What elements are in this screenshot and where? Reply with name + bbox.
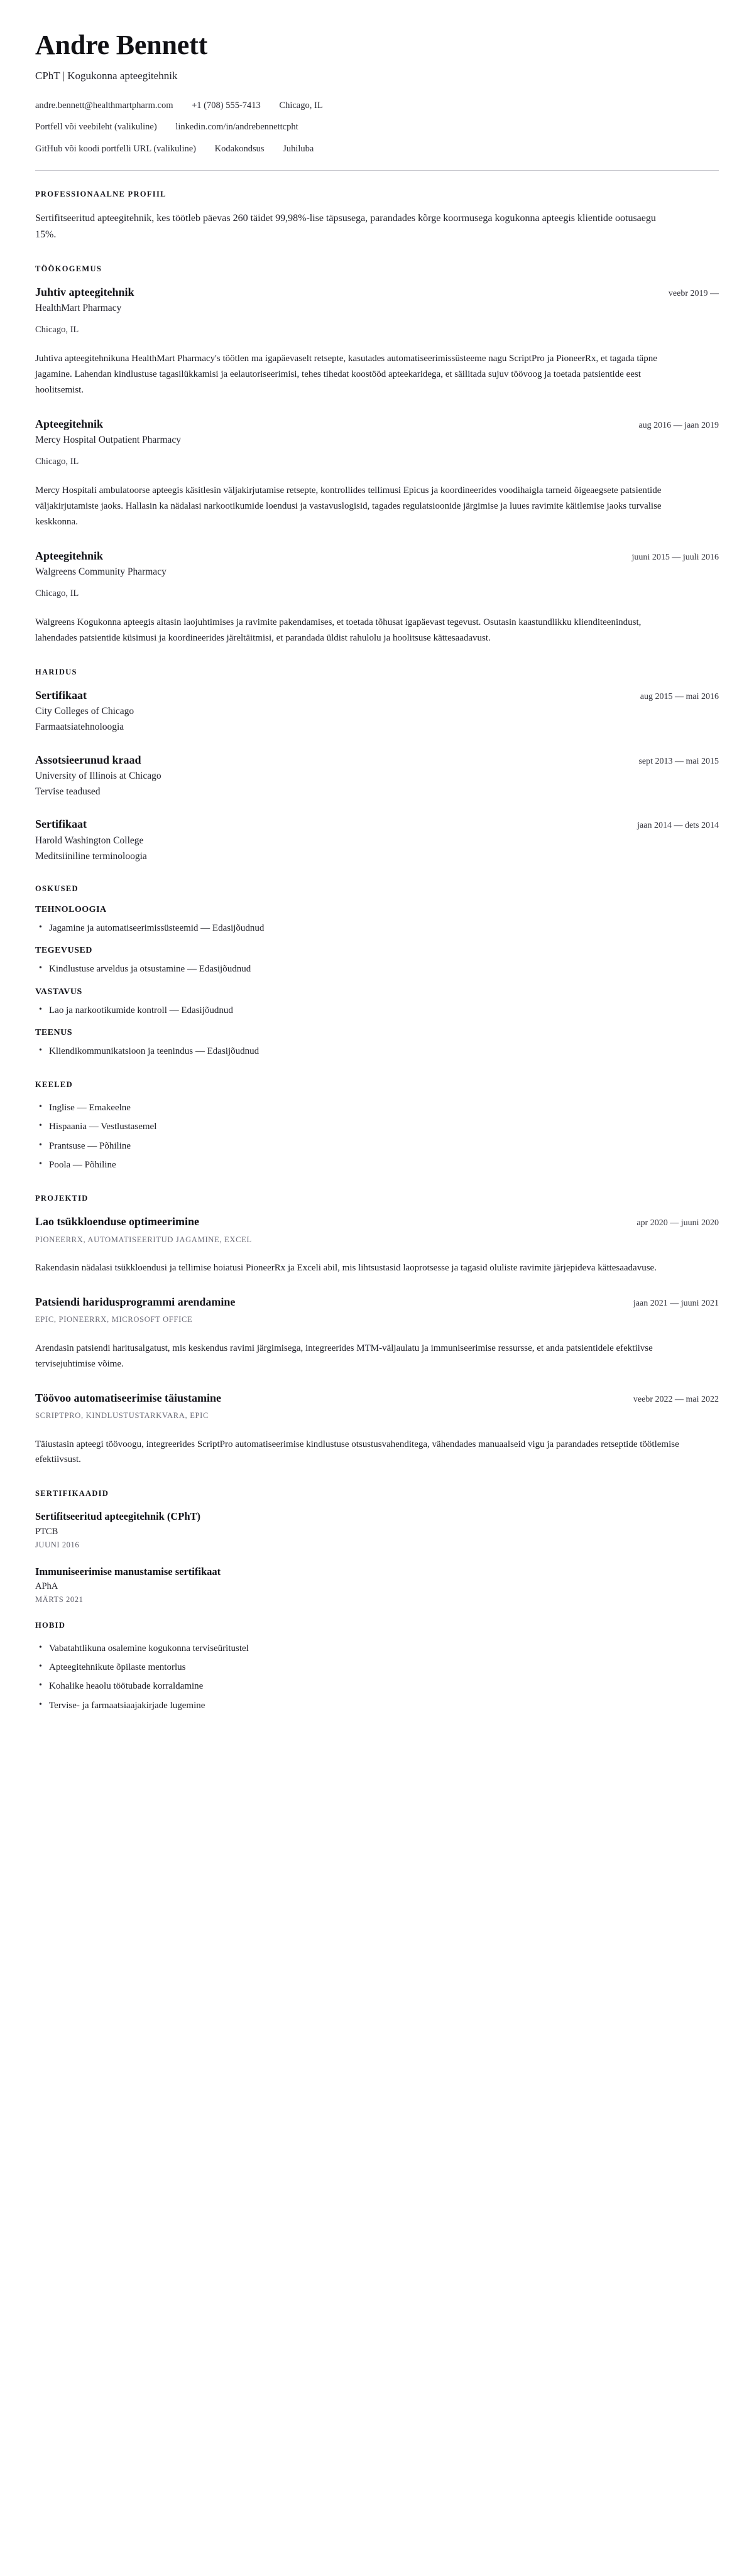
experience-location: Chicago, IL [35, 456, 79, 467]
experience-date: aug 2016 — jaan 2019 [638, 420, 719, 430]
skill-category: TEENUS [35, 1027, 73, 1037]
experience-date: veebr 2019 — [668, 288, 719, 298]
project-description: Arendasin patsiendi haritusalgatust, mis keskendus ravimi järgimisega, integreerides MTM-väljaulatu ja immuniseerimise ressursse, et anda patsientidele efektiivse tervisejuhtimise võime. [35, 1343, 653, 1369]
skill-category: VASTAVUS [35, 987, 82, 997]
profile-summary-text: Sertifitseeritud apteegitehnik, kes töötleb päevas 260 täidet 99,98%-lise täpsusega, parandades kõrge koormusega kogukonna apteegis klientide ootusaegu 15%. [35, 212, 656, 240]
project-description: Täiustasin apteegi töövoogu, integreerides ScriptPro automatiseerimise kindlustuse otsustusvahenditega, vähendades manuaalseid vigu ja parandades retseptide töötlemise efektiivsust. [35, 1439, 679, 1465]
section-title-languages: KEELED [35, 1080, 73, 1090]
education-school: Harold Washington College [35, 835, 144, 846]
contact-linkedin[interactable]: linkedin.com/in/andrebennettcpht [175, 122, 298, 133]
skill-item: • Kliendikommunikatsioon ja teenindus — Edasijõudnud [49, 1044, 719, 1059]
section-hobbies [35, 1621, 719, 1713]
section-experience [35, 264, 719, 646]
section-profile [35, 190, 719, 243]
contact-line-extra [35, 143, 719, 156]
certification-entry [35, 1565, 719, 1605]
hobby-item: • Kohalike heaolu töötubade korraldamine [49, 1679, 719, 1694]
project-tags: PIONEERRX, AUTOMATISEERITUD JAGAMINE, EXCEL [35, 1235, 252, 1244]
skill-item: • Kindlustuse arveldus ja otsustamine — Edasijõudnud [49, 962, 719, 977]
certification-date: JUUNI 2016 [35, 1540, 80, 1549]
project-description: Rakendasin nädalasi tsükkloendusi ja tellimise hoiatusi PioneerRx ja Exceli abil, mis lihtsustasid laoprotsesse ja tagasid oluliste ravimite järjepideva kättesaadavuse. [35, 1263, 657, 1274]
candidate-headline: CPhT | Kogukonna apteegitehnik [35, 69, 178, 82]
hobby-list [35, 1642, 719, 1713]
hobby-item: • Apteegitehnikute õpilaste mentorlus [49, 1660, 719, 1675]
education-date: aug 2015 — mai 2016 [640, 691, 719, 701]
education-field: Meditsiiniline terminoloogia [35, 850, 147, 862]
project-entry-head [35, 1295, 719, 1309]
contact-citizenship: Kodakondsus [214, 144, 265, 154]
experience-location: Chicago, IL [35, 324, 79, 335]
education-entry-head [35, 688, 719, 703]
skill-item: • Lao ja narkootikumide kontroll — Edasijõudnud [49, 1004, 719, 1018]
contact-email[interactable]: andre.bennett@healthmartpharm.com [35, 100, 173, 111]
project-date: jaan 2021 — juuni 2021 [633, 1299, 719, 1308]
experience-company: HealthMart Pharmacy [35, 303, 122, 314]
education-degree: Sertifikaat [35, 818, 87, 831]
project-tags: EPIC, PIONEERRX, MICROSOFT OFFICE [35, 1315, 193, 1324]
education-entry-head [35, 753, 719, 767]
project-entry-head [35, 1215, 719, 1229]
experience-role: Apteegitehnik [35, 417, 103, 430]
language-list [35, 1101, 719, 1172]
language-item: • Inglise — Emakeelne [49, 1101, 719, 1115]
skill-category: TEHNOLOOGIA [35, 905, 107, 915]
experience-entry-head [35, 417, 719, 431]
project-entry [35, 1215, 719, 1276]
certification-date: MÄRTS 2021 [35, 1594, 84, 1604]
experience-entry [35, 549, 719, 646]
certification-name: Immuniseerimise manustamise sertifikaat [35, 1565, 221, 1578]
education-school: University of Illinois at Chicago [35, 771, 161, 782]
experience-description: Mercy Hospitali ambulatoorse apteegis käsitlesin väljakirjutamise retsepte, kontrollides tellimusi Epicus ja koordineerides voodihaigla tarneid õigeaegsete patsientide väljakirjutamiste jaoks. Hallasin ka nädalasi narkootikumide loendusi ja vastavuslogisid, tagades regulatsioonide järgimise ja luues ravimite käitlemise jaoks turvalise keskkonna. [35, 485, 662, 527]
contact-driving-license: Juhiluba [283, 144, 314, 154]
project-date: veebr 2022 — mai 2022 [633, 1394, 719, 1404]
education-entry-head [35, 817, 719, 831]
education-field: Tervise teadused [35, 786, 101, 797]
experience-location: Chicago, IL [35, 588, 79, 598]
language-item: • Prantsuse — Põhiline [49, 1139, 719, 1154]
section-skills [35, 884, 719, 1059]
contact-portfolio-placeholder[interactable]: Portfell või veebileht (valikuline) [35, 122, 157, 133]
hobby-item: • Vabatahtlikuna osalemine kogukonna terviseüritustel [49, 1642, 719, 1656]
experience-entry [35, 417, 719, 530]
section-title-certifications: SERTIFIKAADID [35, 1489, 109, 1498]
skill-group [35, 1028, 719, 1059]
experience-description: Walgreens Kogukonna apteegis aitasin laojuhtimises ja ravimite pakendamises, et toetada tõhusat igapäevast tegevust. Osutasin kaastundlikku klienditeenindust, lahendades patsientide küsimusi ja koordineerides järeltäitmisi, et parandada üldist rahulolu ja hoolitsuse kättesaadavust. [35, 617, 642, 644]
education-date: jaan 2014 — dets 2014 [637, 821, 719, 831]
experience-entry-head [35, 549, 719, 563]
section-title-projects: PROJEKTID [35, 1194, 89, 1203]
skill-list [35, 1004, 719, 1018]
project-entry [35, 1391, 719, 1468]
contact-location: Chicago, IL [279, 100, 323, 111]
candidate-name: Andre Bennett [35, 30, 208, 60]
education-entry [35, 688, 719, 734]
section-title-skills: OSKUSED [35, 884, 79, 894]
education-degree: Assotsieerunud kraad [35, 753, 141, 766]
project-entry [35, 1295, 719, 1372]
experience-entry [35, 285, 719, 398]
section-education [35, 668, 719, 863]
project-entry-head [35, 1391, 719, 1405]
experience-role: Juhtiv apteegitehnik [35, 285, 134, 298]
section-certifications [35, 1489, 719, 1605]
contact-phone[interactable]: +1 (708) 555-7413 [192, 100, 261, 111]
section-projects [35, 1194, 719, 1468]
section-spacer [35, 1608, 719, 1621]
skill-category: TEGEVUSED [35, 946, 92, 956]
education-school: City Colleges of Chicago [35, 706, 134, 717]
skill-list [35, 1044, 719, 1059]
section-title-hobbies: HOBID [35, 1620, 66, 1630]
section-title-experience: TÖÖKOGEMUS [35, 264, 102, 273]
project-date: apr 2020 — juuni 2020 [637, 1218, 719, 1228]
experience-company: Mercy Hospital Outpatient Pharmacy [35, 435, 182, 446]
experience-entry-head [35, 285, 719, 300]
education-entry [35, 817, 719, 863]
hobby-item: • Tervise- ja farmaatsiaajakirjade lugemine [49, 1699, 719, 1713]
contact-line-portfolio [35, 121, 719, 134]
certification-entry [35, 1510, 719, 1549]
section-title-profile: PROFESSIONAALNE PROFIIL [35, 189, 167, 198]
skill-list [35, 962, 719, 977]
education-date: sept 2013 — mai 2015 [638, 756, 719, 766]
skill-list [35, 921, 719, 936]
certification-issuer: APhA [35, 1581, 58, 1591]
certification-name: Sertifitseeritud apteegitehnik (CPhT) [35, 1510, 201, 1523]
experience-role: Apteegitehnik [35, 549, 103, 562]
header-divider [35, 170, 719, 171]
education-entry [35, 753, 719, 799]
experience-date: juuni 2015 — juuli 2016 [631, 552, 719, 562]
project-name: Lao tsükkloenduse optimeerimine [35, 1215, 200, 1228]
language-item: • Hispaania — Vestlustasemel [49, 1120, 719, 1134]
experience-company: Walgreens Community Pharmacy [35, 566, 167, 578]
project-name: Töövoo automatiseerimise täiustamine [35, 1391, 221, 1404]
skill-group [35, 946, 719, 977]
education-field: Farmaatsiatehnoloogia [35, 722, 124, 732]
section-title-education: HARIDUS [35, 667, 77, 676]
section-languages [35, 1080, 719, 1172]
education-degree: Sertifikaat [35, 688, 87, 701]
contact-line-primary [35, 99, 719, 113]
project-tags: SCRIPTPRO, KINDLUSTUSTARKVARA, EPIC [35, 1411, 209, 1421]
skill-group [35, 987, 719, 1018]
project-name: Patsiendi haridusprogrammi arendamine [35, 1296, 236, 1308]
contact-github-placeholder[interactable]: GitHub või koodi portfelli URL (valikuline) [35, 144, 196, 154]
skill-group [35, 905, 719, 936]
skill-item: • Jagamine ja automatiseerimissüsteemid — Edasijõudnud [49, 921, 719, 936]
certification-issuer: PTCB [35, 1526, 58, 1537]
experience-description: Juhtiva apteegitehnikuna HealthMart Pharmacy's töötlen ma igapäevaselt retsepte, kasutades automatiseerimissüsteeme nagu ScriptPro ja PioneerRx, et tagada täpne jagamine. Lahendan kindlustuse tagasilükkamisi ja eelautoriseerimisi, tehes tihedat koostööd apteekaridega, et säilitada sujuv töövoog ja toetada patsientide eest hoolitsemist. [35, 354, 657, 395]
language-item: • Poola — Põhiline [49, 1158, 719, 1172]
resume-header [35, 30, 719, 156]
